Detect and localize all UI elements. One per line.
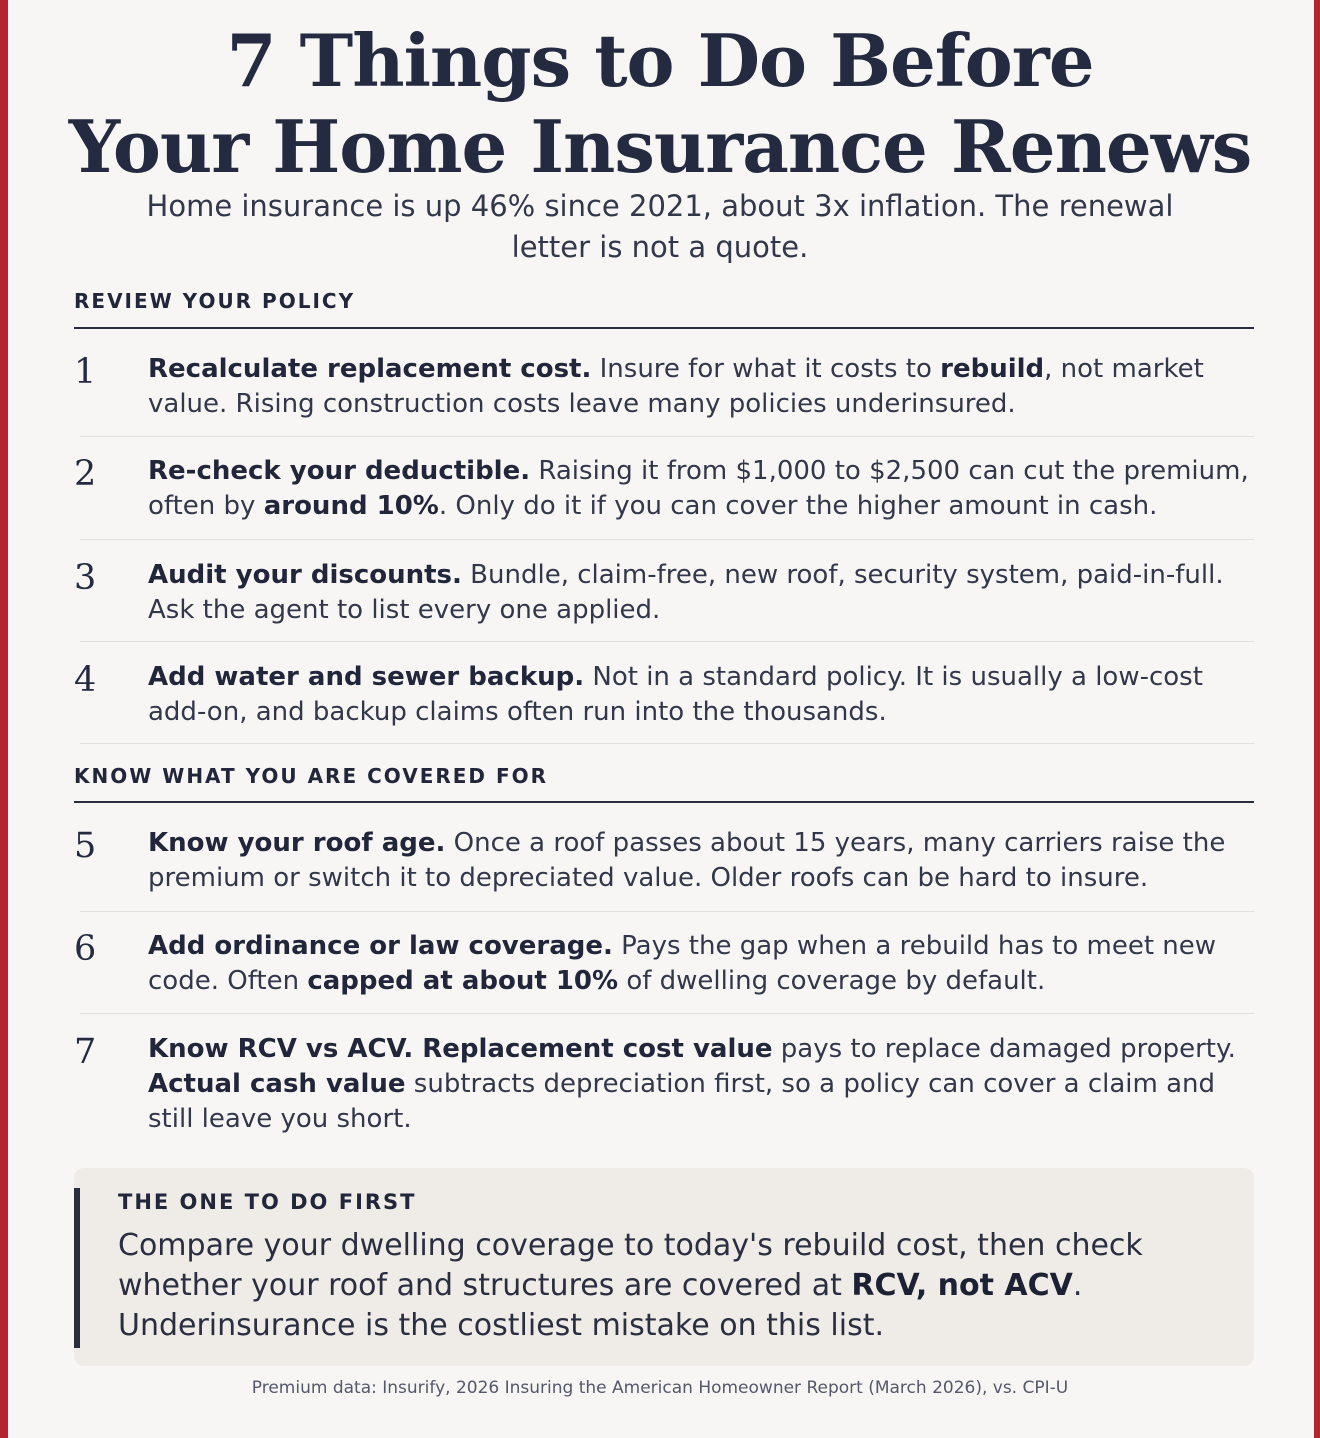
item-text — [148, 352, 1254, 422]
emphasis-text: Audit your discounts. — [148, 560, 462, 590]
callout-accent-bar — [74, 1188, 80, 1348]
body-text: Insure for what it costs to — [591, 354, 941, 384]
item-number: 5 — [74, 826, 97, 866]
item-text — [148, 454, 1254, 524]
item-text — [148, 929, 1254, 999]
item-divider — [80, 911, 1254, 912]
body-text: Raising it from $1,000 to $2,500 can cut the premium, often by — [148, 456, 1249, 521]
callout-heading: THE ONE TO DO FIRST — [118, 1190, 417, 1214]
page-title — [0, 18, 1320, 190]
item-text — [148, 558, 1254, 628]
emphasis-text: Know your roof age. — [148, 828, 446, 858]
body-text: of dwelling coverage by default. — [618, 966, 1046, 996]
callout-box — [74, 1168, 1254, 1366]
item-text — [148, 1032, 1254, 1137]
item-divider — [80, 539, 1254, 540]
item-number: 6 — [74, 929, 97, 969]
item-number: 4 — [74, 660, 97, 700]
body-text: . Underinsurance is the costliest mistake on this list. — [118, 1268, 1083, 1343]
emphasis-text: rebuild — [940, 354, 1045, 384]
item-divider — [80, 436, 1254, 437]
page-subtitle: Home insurance is up 46% since 2021, about 3x inflation. The renewal letter is not a quote. — [146, 189, 1174, 264]
emphasis-text: RCV, not ACV — [851, 1268, 1073, 1303]
body-text: , not market value. Rising construction costs leave many policies underinsured. — [148, 354, 1204, 419]
emphasis-text: Add water and sewer backup. — [148, 662, 585, 692]
body-text: Compare your dwelling coverage to today's rebuild cost, then check whether your roof and structures are covered at — [118, 1228, 1143, 1303]
title-line-1: 7 Things to Do Before — [226, 18, 1094, 103]
emphasis-text: Add ordinance or law coverage. — [148, 931, 613, 961]
item-text — [148, 826, 1254, 896]
item-divider — [80, 743, 1254, 744]
body-text: Once a roof passes about 15 years, many carriers raise the premium or switch it to depreciated value. Older roofs can be hard to insure. — [148, 828, 1226, 893]
emphasis-text: Re-check your deductible. — [148, 456, 531, 486]
body-text: Bundle, claim-free, new roof, security system, paid-in-full. Ask the agent to list every one applied. — [148, 560, 1224, 625]
body-text: pays to replace damaged property. — [772, 1034, 1236, 1064]
item-number: 1 — [74, 352, 97, 392]
item-divider — [80, 641, 1254, 642]
callout-text — [118, 1226, 1214, 1346]
emphasis-text: capped at about 10% — [307, 966, 619, 996]
body-text: subtracts depreciation first, so a policy can cover a claim and still leave you short. — [148, 1069, 1216, 1134]
item-divider — [80, 1013, 1254, 1014]
section-heading-review-policy: REVIEW YOUR POLICY — [74, 289, 356, 313]
item-text — [148, 660, 1254, 730]
section-divider — [74, 327, 1254, 329]
emphasis-text: around 10% — [263, 491, 439, 521]
section-divider — [74, 801, 1254, 803]
section-heading-covered-for: KNOW WHAT YOU ARE COVERED FOR — [74, 764, 549, 788]
item-number: 7 — [74, 1032, 97, 1072]
item-number: 3 — [74, 558, 97, 598]
item-number: 2 — [74, 454, 97, 494]
body-text: . Only do it if you can cover the higher amount in cash. — [438, 491, 1158, 521]
emphasis-text: Know RCV vs ACV. Replacement cost value — [148, 1034, 773, 1064]
emphasis-text: Recalculate replacement cost. — [148, 354, 592, 384]
title-line-2: Your Home Insurance Renews — [68, 104, 1252, 189]
source-footnote: Premium data: Insurify, 2026 Insuring the American Homeowner Report (March 2026), vs. CPI-U — [251, 1378, 1069, 1398]
emphasis-text: Actual cash value — [148, 1069, 406, 1099]
body-text: Not in a standard policy. It is usually a low-cost add-on, and backup claims often run into the thousands. — [148, 662, 1203, 727]
body-text: Pays the gap when a rebuild has to meet new code. Often — [148, 931, 1217, 996]
